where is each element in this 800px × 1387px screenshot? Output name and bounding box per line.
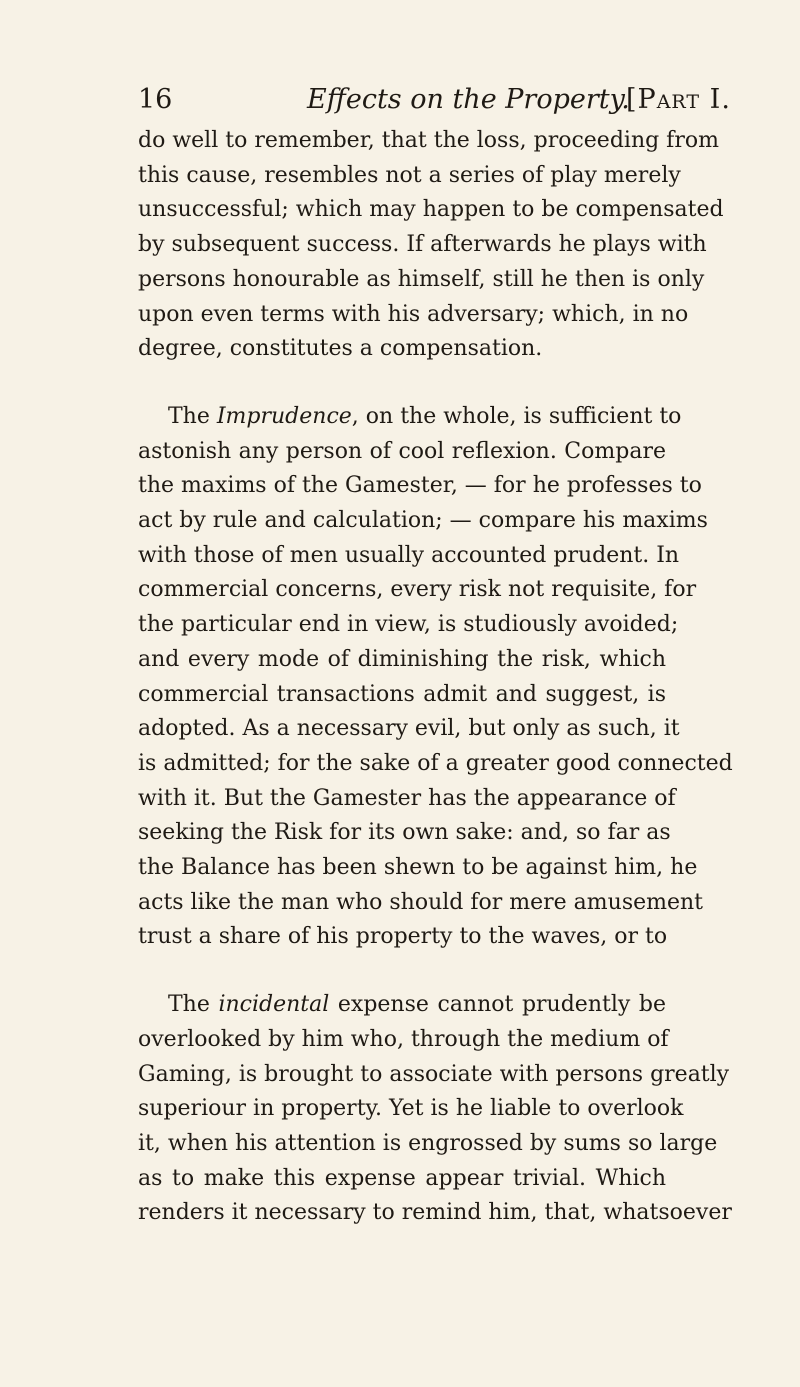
text-line: overlooked by him who, through the medium of (138, 1026, 669, 1052)
paragraph-1 (138, 124, 724, 367)
text-line: commercial concerns, every risk not requisite, for (138, 577, 697, 603)
italic-term: Imprudence (216, 403, 352, 429)
text-line: acts like the man who should for mere amusement (138, 889, 704, 915)
text-line: adopted. As a necessary evil, but only as such, it (138, 716, 680, 742)
paragraph-2 (138, 400, 733, 955)
text-line: superiour in property. Yet is he liable to overlook (138, 1096, 684, 1122)
part-label: [Part I. (626, 84, 731, 115)
text-line: upon even terms with his adversary; which, in no (138, 301, 689, 327)
text-line: the Balance has been shewn to be against him, he (138, 855, 698, 881)
text-line: seeking the Risk for its own sake: and, so far as (138, 820, 671, 846)
text-line-first (138, 988, 666, 1023)
text-run: , on the whole, is sufficient to (351, 403, 682, 429)
text-line: trust a share of his property to the waves, or to (138, 924, 668, 950)
text-line: the maxims of the Gamester, — for he professes to (138, 473, 702, 499)
text-line-first (138, 400, 682, 435)
text-line: the particular end in view, is studiously avoided; (138, 612, 679, 638)
text-line: it, when his attention is engrossed by sums so large (138, 1130, 718, 1156)
text-line: act by rule and calculation; — compare his maxims (138, 508, 708, 534)
text-line: by subsequent success. If afterwards he plays with (138, 232, 707, 258)
text-line: with those of men usually accounted prudent. In (138, 542, 680, 568)
text-line: do well to remember, that the loss, proceeding from (138, 128, 719, 153)
page-number: 16 (138, 84, 173, 115)
text-line: this cause, resembles not a series of play merely (138, 162, 681, 188)
paragraph-3 (138, 988, 732, 1231)
text-line: degree, constitutes a compensation. (138, 336, 543, 362)
text-line: persons honourable as himself, still he then is only (138, 266, 705, 292)
text-line: Gaming, is brought to associate with persons greatly (138, 1061, 730, 1087)
text-line: is admitted; for the sake of a greater good connected (138, 750, 733, 776)
running-title: Effects on the Property. (307, 84, 630, 115)
italic-term: incidental (218, 992, 330, 1018)
text-run: expense cannot prudently be (329, 992, 666, 1018)
text-line: commercial transactions admit and suggest, is (138, 681, 666, 707)
text-line: as to make this expense appear trivial. Which (138, 1165, 666, 1191)
text-line: unsuccessful; which may happen to be compensated (138, 197, 724, 223)
text-line: astonish any person of cool reflexion. Compare (138, 438, 666, 464)
text-line: and every mode of diminishing the risk, which (138, 646, 666, 672)
text-run: The (168, 992, 219, 1018)
running-header (138, 84, 800, 124)
text-run: The (168, 403, 217, 429)
text-line: renders it necessary to remind him, that, whatsoever (138, 1200, 732, 1226)
text-line: with it. But the Gamester has the appearance of (138, 785, 676, 811)
body-text (138, 124, 733, 1231)
